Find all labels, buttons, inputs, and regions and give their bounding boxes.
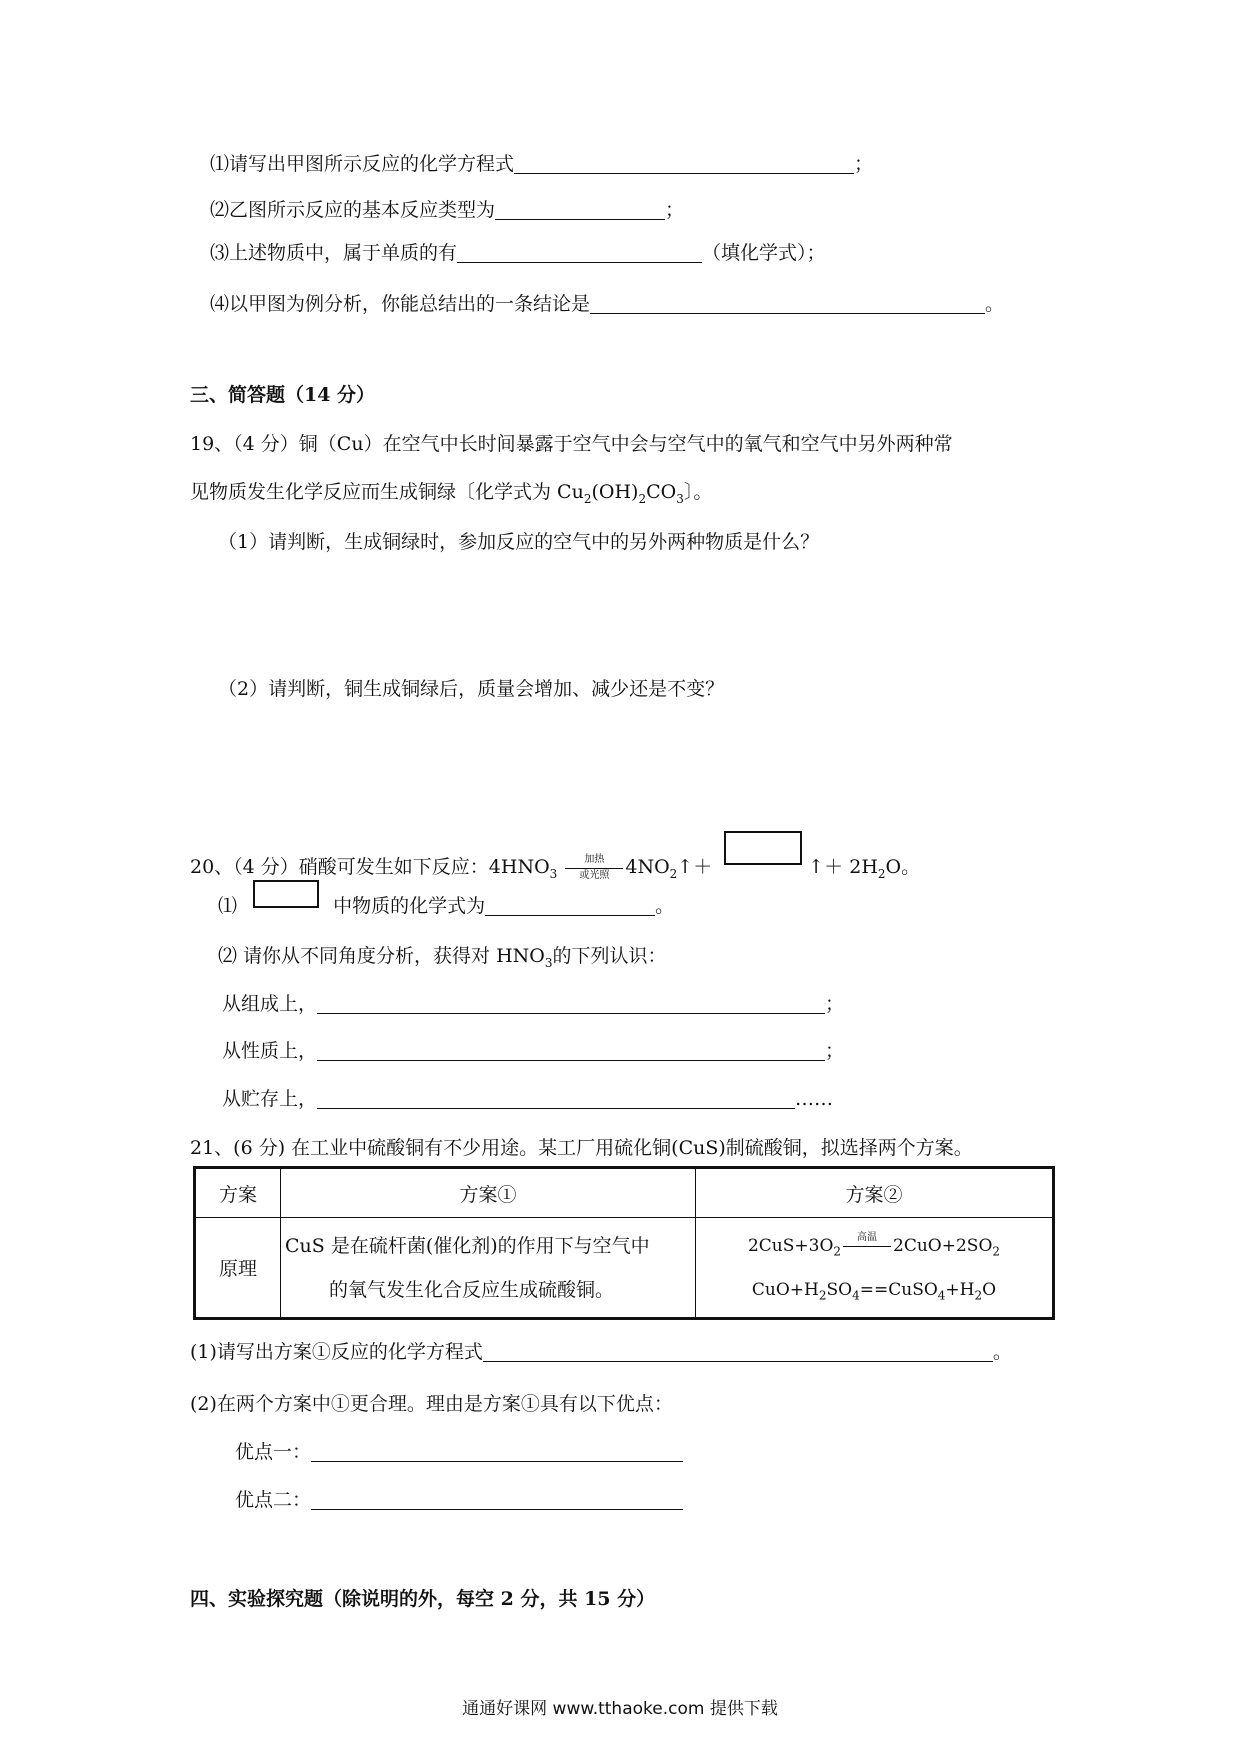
q21-part-1: (1)请写出方案①反应的化学方程式 。	[190, 1341, 1012, 1363]
equation-1: $2CuS+3O_2$ 高温 $2CuO+2SO_2$	[700, 1224, 1048, 1268]
table-header-cell: 方案②	[696, 1168, 1054, 1218]
answer-blank[interactable]	[317, 993, 825, 1014]
q19-sub-1: （1）请判断，生成铜绿时，参加反应的空气中的另外两种物质是什么？	[218, 531, 820, 553]
unknown-substance-box[interactable]	[724, 831, 802, 865]
reaction-condition: 高温	[843, 1232, 891, 1260]
q19-line-1: 19、（4 分）铜（Cu）在空气中长时间暴露于空气中会与空气中的氧气和空气中另外两种常	[190, 433, 953, 455]
answer-blank[interactable]	[317, 1088, 795, 1109]
q20-property-line: 从性质上， ；	[222, 1040, 845, 1062]
q19-line-2: 见物质发生化学反应而生成铜绿〔化学式为 $Cu_2(OH)_2CO_3$〕。	[190, 481, 713, 506]
reaction-condition: 加热 或光照	[565, 854, 623, 882]
table-header-cell: 方案①	[281, 1168, 696, 1218]
q21-part-2: (2)在两个方案中①更合理。理由是方案①具有以下优点：	[190, 1393, 673, 1415]
equation-2: $CuO+H_2SO_4==CuSO_4+H_2O$	[751, 1279, 997, 1302]
answer-blank[interactable]	[485, 895, 655, 916]
plan-table	[193, 1166, 1055, 1320]
q20-part-1: ⑴ 中物质的化学式为 。	[218, 880, 674, 920]
q21-intro: 21、(6 分) 在工业中硫酸铜有不少用途。某工厂用硫化铜(CuS)制硫酸铜，拟选择两个方案。	[190, 1137, 973, 1159]
q20-composition-line: 从组成上， ；	[222, 993, 845, 1015]
unknown-substance-box-small[interactable]	[253, 880, 319, 908]
q19-sub-2: （2）请判断，铜生成铜绿后，质量会增加、减少还是不变？	[218, 678, 725, 700]
advantage-1-line: 优点一：	[235, 1438, 683, 1466]
table-cell: 原理	[195, 1218, 281, 1319]
answer-blank[interactable]	[483, 1341, 993, 1362]
question-line-4: ⑷以甲图为例分析，你能总结出的一条结论是 。	[210, 293, 1005, 315]
table-header-row	[195, 1168, 1054, 1218]
section-3-heading: 三、简答题（14 分）	[190, 384, 376, 406]
answer-blank[interactable]	[311, 1489, 683, 1510]
answer-blank[interactable]	[317, 1040, 825, 1061]
answer-blank[interactable]	[590, 293, 985, 314]
advantage-2-line: 优点二：	[235, 1486, 683, 1514]
question-line-2: ⑵乙图所示反应的基本反应类型为 ；	[210, 199, 685, 221]
section-4-heading: 四、实验探究题（除说明的外，每空 2 分，共 15 分）	[190, 1588, 656, 1610]
question-line-3: ⑶上述物质中，属于单质的有 （填化学式）；	[210, 242, 826, 264]
answer-blank[interactable]	[495, 199, 665, 220]
answer-blank[interactable]	[514, 153, 854, 174]
table-row	[195, 1218, 1054, 1319]
table-cell: CuS 是在硫杆菌(催化剂)的作用下与空气中 的氧气发生化合反应生成硫酸铜。	[281, 1218, 696, 1319]
table-header-cell: 方案	[195, 1168, 281, 1218]
q20-storage-line: 从贮存上， ……	[222, 1088, 834, 1110]
q20-equation: 20、（4 分）硝酸可发生如下反应：$4HNO_3$ 加热 或光照 $4NO_2↑+$ ↑＋ $2H_2O$。	[190, 831, 920, 882]
question-line-1: ⑴请写出甲图所示反应的化学方程式 ；	[210, 153, 874, 175]
answer-blank[interactable]	[457, 242, 702, 263]
page-footer: 通通好课网 www.tthaoke.com 提供下载	[462, 1699, 778, 1719]
table-cell	[696, 1218, 1054, 1319]
answer-blank[interactable]	[311, 1441, 683, 1462]
q20-part-2: ⑵ 请你从不同角度分析，获得对 $HNO_3$的下列认识：	[218, 945, 667, 970]
